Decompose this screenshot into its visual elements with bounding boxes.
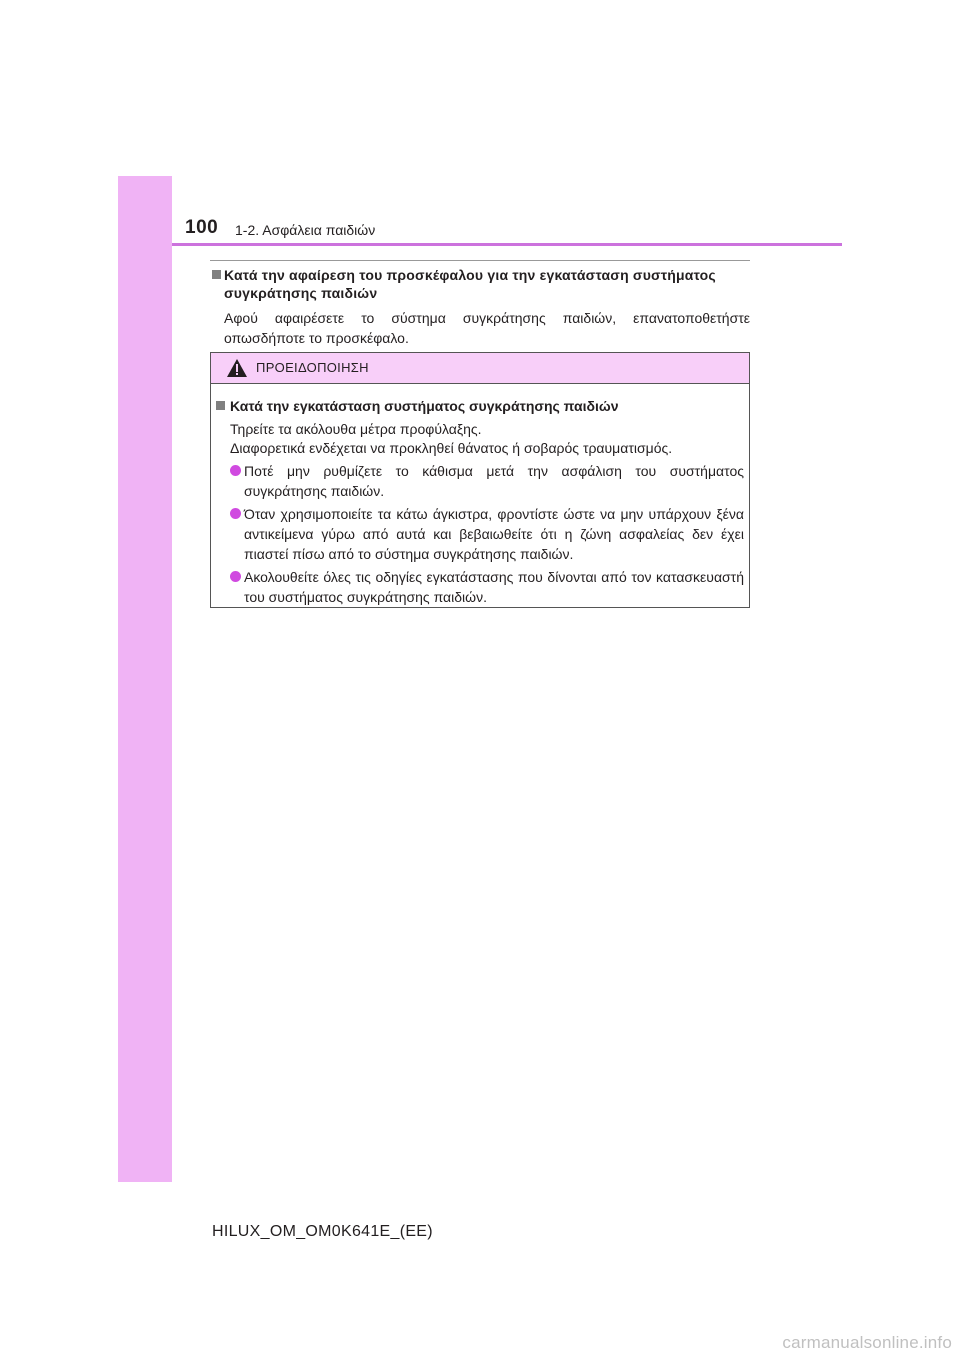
section-headrest-removal	[212, 266, 750, 348]
warning-bullet-item	[216, 567, 744, 607]
warning-bullet-text: Ποτέ μην ρυθμίζετε το κάθισμα μετά την ασφάλιση του συστήματος συγκράτησης παιδιών.	[244, 463, 744, 499]
warning-heading-text: Κατά την εγκατάσταση συστήματος συγκράτησης παιδιών	[230, 398, 619, 414]
document-code: HILUX_OM_OM0K641E_(EE)	[212, 1223, 433, 1240]
warning-intro-line1: Τηρείτε τα ακόλουθα μέτρα προφύλαξης.	[230, 421, 482, 437]
section-heading-line1: Κατά την αφαίρεση του προσκέφαλου για την εγκατάσταση συστήματος	[224, 267, 716, 283]
warning-bullet-item	[216, 461, 744, 501]
warning-bullet-text: Ακολουθείτε όλες τις οδηγίες εγκατάστασης που δίνονται από τον κατασκευαστή του συστήματος συγκράτησης παιδιών.	[244, 569, 744, 605]
bullet-dot-icon	[230, 571, 241, 582]
warning-bullet-text: Όταν χρησιμοποιείτε τα κάτω άγκιστρα, φροντίστε ώστε να μην υπάρχουν ξένα αντικείμενα γύρω από αυτά και βεβαιωθείτε ότι η ζώνη ασφαλείας δεν έχει πιαστεί πίσω από το σύστημα συγκράτησης παιδιών.	[244, 506, 744, 562]
warning-heading	[216, 397, 744, 415]
warning-intro	[216, 420, 744, 458]
watermark: carmanualsonline.info	[782, 1333, 952, 1352]
section-heading	[212, 266, 750, 302]
bullet-dot-icon	[230, 508, 241, 519]
section-heading-line2: συγκράτησης παιδιών	[224, 285, 378, 301]
square-bullet-icon	[216, 401, 225, 410]
warning-label: ΠΡΟΕΙΔΟΠΟΙΗΣΗ	[256, 360, 369, 375]
warning-bullet-item	[216, 504, 744, 564]
section-divider	[210, 260, 750, 261]
square-bullet-icon	[212, 270, 221, 279]
warning-box	[210, 352, 750, 608]
warning-intro-line2: Διαφορετικά ενδέχεται να προκληθεί θάνατος ή σοβαρός τραυματισμός.	[230, 440, 673, 456]
section-body: Αφού αφαιρέσετε το σύστημα συγκράτησης παιδιών, επανατοποθετήστε οπωσδήποτε το προσκέφαλο.	[224, 310, 750, 346]
header-divider	[172, 243, 842, 246]
bullet-dot-icon	[230, 465, 241, 476]
side-tab-bar	[118, 176, 172, 1182]
section-title: 1-2. Ασφάλεια παιδιών	[235, 222, 376, 238]
warning-triangle-icon	[226, 358, 248, 378]
warning-content	[216, 397, 744, 607]
page-number: 100	[185, 217, 219, 238]
warning-header	[211, 353, 749, 384]
